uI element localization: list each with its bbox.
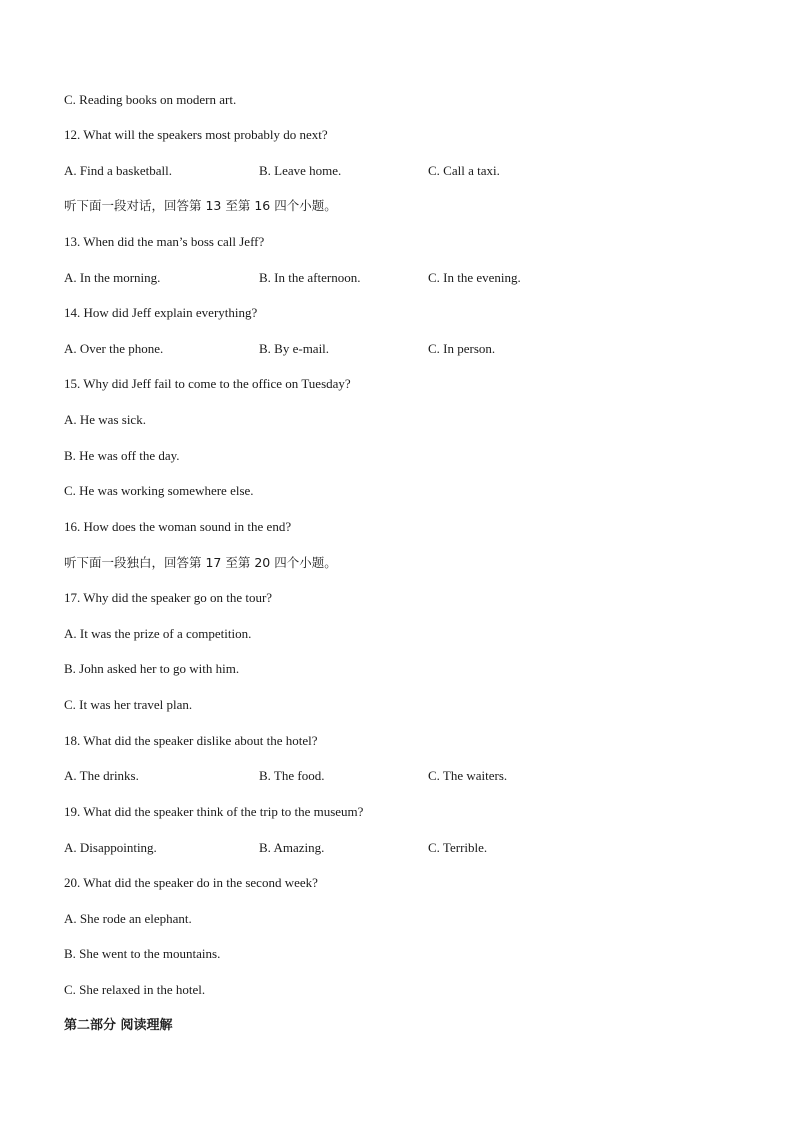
question-20: 20. What did the speaker do in the second week?: [64, 875, 318, 890]
q18-option-c: C. The waiters.: [428, 768, 508, 783]
instruction-17-20: 听下面一段独白，回答第 17 至第 20 四个小题。: [64, 555, 337, 570]
q18-options: [64, 768, 764, 784]
q12-option-a: A. Find a basketball.: [64, 163, 172, 178]
q20-option-b: B. She went to the mountains.: [64, 946, 221, 961]
q17-option-c: C. It was her travel plan.: [64, 697, 193, 712]
q14-options: [64, 341, 764, 357]
q15-option-a: A. He was sick.: [64, 412, 146, 427]
q13-option-c: C. In the evening.: [428, 270, 521, 285]
instruction-13-16: 听下面一段对话，回答第 13 至第 16 四个小题。: [64, 198, 337, 213]
q20-option-c: C. She relaxed in the hotel.: [64, 982, 206, 997]
q13-option-a: A. In the morning.: [64, 270, 161, 285]
q20-option-a: A. She rode an elephant.: [64, 911, 192, 926]
question-15: 15. Why did Jeff fail to come to the office on Tuesday?: [64, 376, 351, 391]
q19-option-b: B. Amazing.: [259, 840, 325, 855]
q17-option-a: A. It was the prize of a competition.: [64, 626, 252, 641]
q12-option-b: B. Leave home.: [259, 163, 342, 178]
q18-option-b: B. The food.: [259, 768, 325, 783]
question-13: 13. When did the man’s boss call Jeff?: [64, 234, 265, 249]
q12-options: [64, 163, 764, 179]
q15-option-b: B. He was off the day.: [64, 448, 180, 463]
q12-option-c: C. Call a taxi.: [428, 163, 500, 178]
q13-option-b: B. In the afternoon.: [259, 270, 361, 285]
section-heading-part-2: 第二部分 阅读理解: [64, 1018, 173, 1033]
q15-option-c: C. He was working somewhere else.: [64, 483, 254, 498]
q17-option-b: B. John asked her to go with him.: [64, 661, 240, 676]
question-17: 17. Why did the speaker go on the tour?: [64, 590, 273, 605]
question-12: 12. What will the speakers most probably do next?: [64, 127, 328, 142]
q11-option-c: C. Reading books on modern art.: [64, 92, 237, 107]
q19-options: [64, 840, 764, 856]
q19-option-a: A. Disappointing.: [64, 840, 157, 855]
q18-option-a: A. The drinks.: [64, 768, 139, 783]
q13-options: [64, 270, 764, 286]
q14-option-c: C. In person.: [428, 341, 496, 356]
question-14: 14. How did Jeff explain everything?: [64, 305, 258, 320]
question-19: 19. What did the speaker think of the trip to the museum?: [64, 804, 364, 819]
q14-option-b: B. By e-mail.: [259, 341, 330, 356]
q19-option-c: C. Terrible.: [428, 840, 488, 855]
q14-option-a: A. Over the phone.: [64, 341, 164, 356]
question-16: 16. How does the woman sound in the end?: [64, 519, 292, 534]
question-18: 18. What did the speaker dislike about the hotel?: [64, 733, 318, 748]
